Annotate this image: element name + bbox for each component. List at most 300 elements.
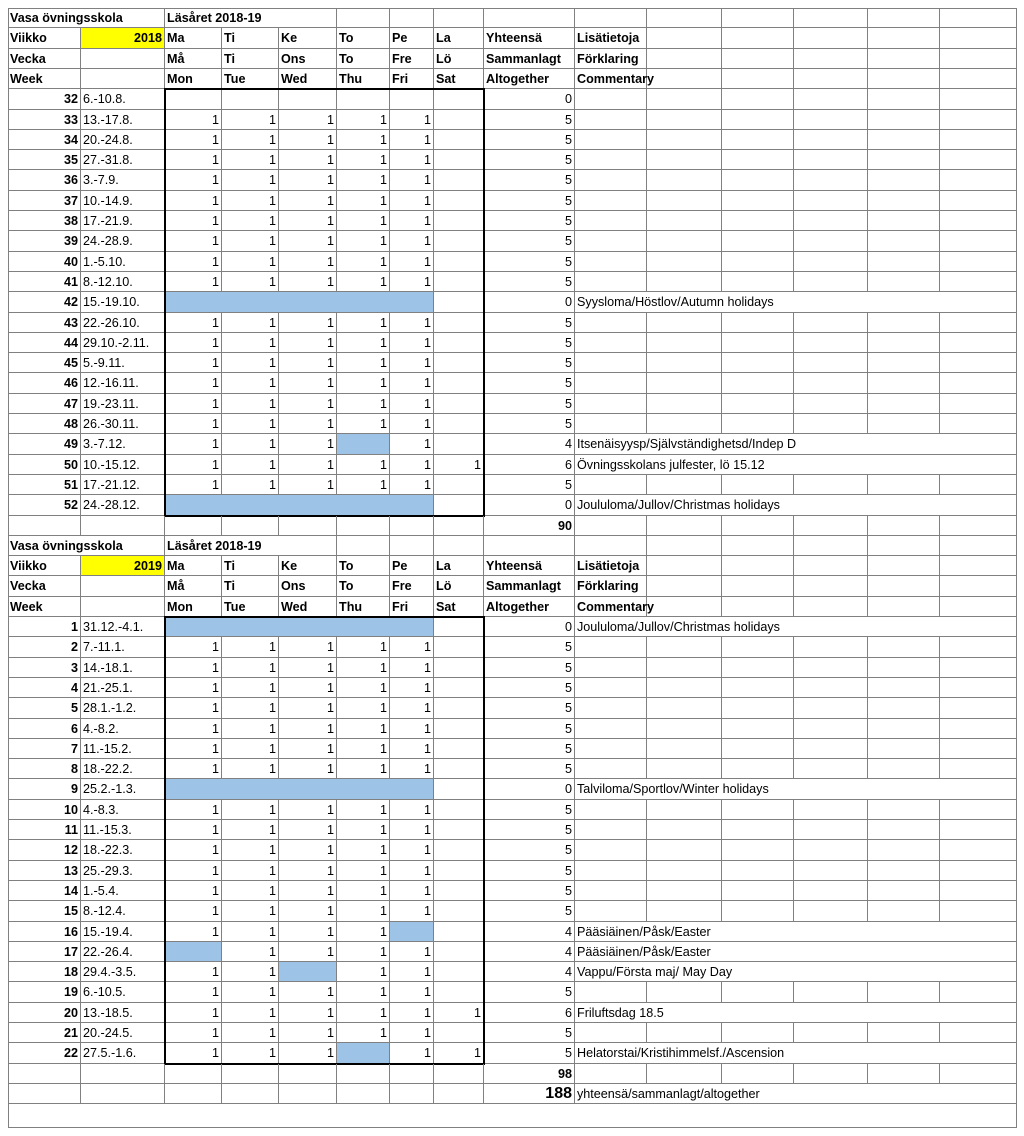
day-cell[interactable]: 1 bbox=[337, 170, 390, 191]
empty-cell[interactable] bbox=[575, 272, 647, 292]
day-cell[interactable] bbox=[434, 901, 484, 922]
day-cell[interactable] bbox=[434, 617, 484, 637]
empty-cell[interactable] bbox=[794, 739, 868, 759]
header-label[interactable]: Ons bbox=[279, 576, 337, 597]
day-cell[interactable]: 1 bbox=[279, 1023, 337, 1043]
empty-cell[interactable] bbox=[647, 272, 722, 292]
week-comment[interactable]: Talviloma/Sportlov/Winter holidays bbox=[575, 779, 1017, 800]
empty-cell[interactable] bbox=[940, 516, 1017, 536]
empty-cell[interactable] bbox=[81, 1084, 165, 1104]
week-total[interactable]: 5 bbox=[484, 719, 575, 739]
day-cell[interactable]: 1 bbox=[279, 231, 337, 252]
header-week-label[interactable]: Vecka bbox=[8, 49, 81, 69]
header-label[interactable]: Må bbox=[165, 49, 222, 69]
empty-cell[interactable] bbox=[940, 475, 1017, 495]
empty-cell[interactable] bbox=[794, 658, 868, 678]
header-label[interactable]: Yhteensä bbox=[484, 28, 575, 49]
empty-cell[interactable] bbox=[794, 353, 868, 373]
day-cell[interactable]: 1 bbox=[337, 333, 390, 353]
week-dates[interactable]: 20.-24.8. bbox=[81, 130, 165, 150]
header-week-label[interactable]: Viikko bbox=[8, 28, 81, 49]
day-cell[interactable]: 1 bbox=[279, 800, 337, 820]
day-cell[interactable]: 1 bbox=[222, 211, 279, 231]
header-label[interactable]: To bbox=[337, 576, 390, 597]
empty-cell[interactable] bbox=[575, 800, 647, 820]
empty-cell[interactable] bbox=[940, 353, 1017, 373]
empty-cell[interactable] bbox=[647, 130, 722, 150]
empty-cell[interactable] bbox=[575, 191, 647, 211]
day-cell[interactable]: 1 bbox=[279, 313, 337, 333]
empty-cell[interactable] bbox=[575, 231, 647, 252]
day-cell[interactable]: 1 bbox=[165, 1003, 222, 1023]
week-dates[interactable]: 24.-28.9. bbox=[81, 231, 165, 252]
empty-cell[interactable] bbox=[575, 637, 647, 658]
empty-cell[interactable] bbox=[794, 1064, 868, 1084]
day-cell[interactable]: 1 bbox=[337, 637, 390, 658]
empty-cell[interactable] bbox=[722, 150, 794, 170]
week-dates[interactable]: 22.-26.4. bbox=[81, 942, 165, 962]
empty-cell[interactable] bbox=[940, 394, 1017, 414]
day-cell[interactable]: 1 bbox=[337, 373, 390, 394]
empty-cell[interactable] bbox=[868, 881, 940, 901]
empty-cell[interactable] bbox=[722, 637, 794, 658]
empty-cell[interactable] bbox=[794, 394, 868, 414]
day-cell[interactable]: 1 bbox=[222, 922, 279, 942]
empty-cell[interactable] bbox=[794, 414, 868, 434]
empty-cell[interactable] bbox=[8, 516, 81, 536]
day-cell[interactable]: 1 bbox=[390, 150, 434, 170]
day-cell[interactable]: 1 bbox=[165, 962, 222, 982]
empty-cell[interactable] bbox=[794, 637, 868, 658]
day-cell[interactable]: 1 bbox=[165, 901, 222, 922]
empty-cell[interactable] bbox=[81, 576, 165, 597]
week-comment[interactable]: Helatorstai/Kristihimmelsf./Ascension bbox=[575, 1043, 1017, 1064]
day-cell[interactable]: 1 bbox=[222, 333, 279, 353]
week-dates[interactable]: 7.-11.1. bbox=[81, 637, 165, 658]
week-number[interactable]: 37 bbox=[8, 191, 81, 211]
empty-cell[interactable] bbox=[940, 719, 1017, 739]
day-cell[interactable]: 1 bbox=[222, 252, 279, 272]
empty-cell[interactable] bbox=[940, 658, 1017, 678]
week-total[interactable]: 5 bbox=[484, 272, 575, 292]
empty-cell[interactable] bbox=[868, 800, 940, 820]
grand-total[interactable]: 188 bbox=[484, 1084, 575, 1104]
week-dates[interactable]: 10.-14.9. bbox=[81, 191, 165, 211]
week-number[interactable]: 44 bbox=[8, 333, 81, 353]
empty-cell[interactable] bbox=[868, 739, 940, 759]
empty-cell[interactable] bbox=[647, 759, 722, 779]
day-cell[interactable]: 1 bbox=[165, 698, 222, 719]
empty-cell[interactable] bbox=[868, 556, 940, 576]
empty-cell[interactable] bbox=[868, 1064, 940, 1084]
day-cell[interactable]: 1 bbox=[390, 698, 434, 719]
day-cell[interactable] bbox=[434, 739, 484, 759]
empty-cell[interactable] bbox=[575, 861, 647, 881]
empty-cell[interactable] bbox=[794, 313, 868, 333]
week-total[interactable]: 5 bbox=[484, 698, 575, 719]
day-cell[interactable]: 1 bbox=[279, 150, 337, 170]
day-cell[interactable]: 1 bbox=[337, 191, 390, 211]
day-cell[interactable]: 1 bbox=[337, 1003, 390, 1023]
week-total[interactable]: 5 bbox=[484, 191, 575, 211]
empty-cell[interactable] bbox=[575, 739, 647, 759]
week-total[interactable]: 5 bbox=[484, 170, 575, 191]
day-cell[interactable]: 1 bbox=[279, 840, 337, 861]
holiday-block[interactable] bbox=[165, 292, 434, 313]
day-cell[interactable]: 1 bbox=[222, 698, 279, 719]
day-cell[interactable]: 1 bbox=[337, 130, 390, 150]
header-label[interactable]: Yhteensä bbox=[484, 556, 575, 576]
week-number[interactable]: 39 bbox=[8, 231, 81, 252]
week-comment[interactable]: Friluftsdag 18.5 bbox=[575, 1003, 1017, 1023]
day-cell[interactable]: 1 bbox=[222, 982, 279, 1003]
day-cell[interactable]: 1 bbox=[390, 313, 434, 333]
day-cell[interactable]: 1 bbox=[165, 739, 222, 759]
header-label[interactable]: Må bbox=[165, 576, 222, 597]
empty-cell[interactable] bbox=[647, 231, 722, 252]
week-dates[interactable]: 3.-7.12. bbox=[81, 434, 165, 455]
empty-cell[interactable] bbox=[794, 800, 868, 820]
header-label[interactable]: To bbox=[337, 556, 390, 576]
day-cell[interactable] bbox=[434, 820, 484, 840]
empty-cell[interactable] bbox=[647, 252, 722, 272]
day-cell[interactable]: 1 bbox=[222, 130, 279, 150]
empty-cell[interactable] bbox=[722, 394, 794, 414]
empty-cell[interactable] bbox=[722, 820, 794, 840]
day-cell[interactable]: 1 bbox=[390, 110, 434, 130]
day-cell[interactable]: 1 bbox=[222, 1023, 279, 1043]
week-total[interactable]: 4 bbox=[484, 942, 575, 962]
empty-cell[interactable] bbox=[794, 982, 868, 1003]
week-number[interactable]: 18 bbox=[8, 962, 81, 982]
day-cell[interactable]: 1 bbox=[222, 191, 279, 211]
empty-cell[interactable] bbox=[337, 516, 390, 536]
week-number[interactable]: 42 bbox=[8, 292, 81, 313]
day-cell[interactable]: 1 bbox=[390, 434, 434, 455]
day-cell[interactable]: 1 bbox=[390, 191, 434, 211]
day-cell[interactable]: 1 bbox=[222, 394, 279, 414]
day-cell[interactable]: 1 bbox=[165, 861, 222, 881]
empty-cell[interactable] bbox=[940, 231, 1017, 252]
empty-cell[interactable] bbox=[794, 840, 868, 861]
day-cell[interactable]: 1 bbox=[165, 658, 222, 678]
day-cell[interactable]: 1 bbox=[337, 353, 390, 373]
empty-cell[interactable] bbox=[940, 89, 1017, 110]
empty-cell[interactable] bbox=[868, 333, 940, 353]
empty-cell[interactable] bbox=[647, 89, 722, 110]
day-cell[interactable]: 1 bbox=[390, 1003, 434, 1023]
empty-cell[interactable] bbox=[575, 759, 647, 779]
week-dates[interactable]: 17.-21.12. bbox=[81, 475, 165, 495]
empty-cell[interactable] bbox=[722, 313, 794, 333]
empty-cell[interactable] bbox=[940, 576, 1017, 597]
empty-cell[interactable] bbox=[940, 1064, 1017, 1084]
day-cell[interactable] bbox=[434, 110, 484, 130]
week-dates[interactable]: 14.-18.1. bbox=[81, 658, 165, 678]
empty-cell[interactable] bbox=[647, 333, 722, 353]
header-label[interactable]: Fri bbox=[390, 69, 434, 89]
empty-cell[interactable] bbox=[575, 130, 647, 150]
day-cell[interactable]: 1 bbox=[390, 637, 434, 658]
week-number[interactable]: 11 bbox=[8, 820, 81, 840]
day-cell[interactable]: 1 bbox=[165, 211, 222, 231]
day-cell[interactable] bbox=[337, 89, 390, 110]
empty-cell[interactable] bbox=[722, 719, 794, 739]
header-label[interactable]: Sammanlagt bbox=[484, 576, 575, 597]
empty-cell[interactable] bbox=[868, 49, 940, 69]
empty-cell[interactable] bbox=[722, 28, 794, 49]
week-total[interactable]: 5 bbox=[484, 881, 575, 901]
day-cell[interactable] bbox=[434, 313, 484, 333]
empty-cell[interactable] bbox=[868, 698, 940, 719]
day-cell[interactable]: 1 bbox=[390, 333, 434, 353]
grand-total-label[interactable]: yhteensä/sammanlagt/altogether bbox=[575, 1084, 1017, 1104]
week-dates[interactable]: 21.-25.1. bbox=[81, 678, 165, 698]
week-comment[interactable]: Vappu/Första maj/ May Day bbox=[575, 962, 1017, 982]
header-label[interactable]: Wed bbox=[279, 69, 337, 89]
day-cell[interactable]: 1 bbox=[279, 1043, 337, 1064]
empty-cell[interactable] bbox=[794, 49, 868, 69]
empty-cell[interactable] bbox=[868, 576, 940, 597]
empty-cell[interactable] bbox=[575, 373, 647, 394]
week-dates[interactable]: 28.1.-1.2. bbox=[81, 698, 165, 719]
week-total[interactable]: 5 bbox=[484, 211, 575, 231]
header-week-label[interactable]: Viikko bbox=[8, 556, 81, 576]
week-total[interactable]: 5 bbox=[484, 414, 575, 434]
day-cell[interactable] bbox=[434, 89, 484, 110]
header-label[interactable]: Pe bbox=[390, 28, 434, 49]
empty-cell[interactable] bbox=[575, 840, 647, 861]
header-label[interactable]: Thu bbox=[337, 597, 390, 617]
day-cell[interactable] bbox=[434, 861, 484, 881]
empty-cell[interactable] bbox=[940, 28, 1017, 49]
header-label[interactable]: La bbox=[434, 556, 484, 576]
empty-cell[interactable] bbox=[940, 170, 1017, 191]
empty-cell[interactable] bbox=[722, 881, 794, 901]
empty-cell[interactable] bbox=[222, 1064, 279, 1084]
day-cell[interactable]: 1 bbox=[222, 739, 279, 759]
day-cell[interactable]: 1 bbox=[165, 272, 222, 292]
day-off-cell[interactable] bbox=[279, 962, 337, 982]
empty-cell[interactable] bbox=[940, 130, 1017, 150]
header-week-label[interactable]: Vecka bbox=[8, 576, 81, 597]
week-total[interactable]: 5 bbox=[484, 313, 575, 333]
header-label[interactable]: Sat bbox=[434, 69, 484, 89]
day-cell[interactable] bbox=[222, 89, 279, 110]
empty-cell[interactable] bbox=[794, 719, 868, 739]
school-year[interactable]: Läsåret 2018-19 bbox=[165, 536, 337, 556]
header-week-label[interactable]: Week bbox=[8, 69, 81, 89]
day-cell[interactable]: 1 bbox=[165, 231, 222, 252]
week-dates[interactable]: 5.-9.11. bbox=[81, 353, 165, 373]
day-cell[interactable] bbox=[434, 333, 484, 353]
week-total[interactable]: 0 bbox=[484, 292, 575, 313]
day-cell[interactable] bbox=[434, 170, 484, 191]
empty-cell[interactable] bbox=[940, 597, 1017, 617]
day-cell[interactable]: 1 bbox=[279, 678, 337, 698]
day-cell[interactable]: 1 bbox=[279, 820, 337, 840]
empty-cell[interactable] bbox=[8, 1064, 81, 1084]
week-total[interactable]: 5 bbox=[484, 982, 575, 1003]
empty-cell[interactable] bbox=[794, 861, 868, 881]
week-number[interactable]: 1 bbox=[8, 617, 81, 637]
week-total[interactable]: 5 bbox=[484, 231, 575, 252]
empty-cell[interactable] bbox=[868, 759, 940, 779]
empty-cell[interactable] bbox=[868, 110, 940, 130]
empty-cell[interactable] bbox=[222, 516, 279, 536]
empty-cell[interactable] bbox=[647, 881, 722, 901]
empty-cell[interactable] bbox=[575, 8, 647, 28]
header-label[interactable]: Mon bbox=[165, 69, 222, 89]
holiday-block[interactable] bbox=[165, 617, 434, 637]
empty-cell[interactable] bbox=[575, 170, 647, 191]
header-label[interactable]: Ons bbox=[279, 49, 337, 69]
day-cell[interactable]: 1 bbox=[222, 110, 279, 130]
day-cell[interactable]: 1 bbox=[337, 901, 390, 922]
empty-cell[interactable] bbox=[647, 373, 722, 394]
day-cell[interactable]: 1 bbox=[165, 800, 222, 820]
week-dates[interactable]: 25.-29.3. bbox=[81, 861, 165, 881]
empty-cell[interactable] bbox=[647, 69, 722, 89]
header-label[interactable]: Ti bbox=[222, 49, 279, 69]
header-label[interactable]: Lisätietoja bbox=[575, 28, 647, 49]
day-cell[interactable] bbox=[434, 150, 484, 170]
week-total[interactable]: 5 bbox=[484, 475, 575, 495]
day-cell[interactable]: 1 bbox=[222, 353, 279, 373]
header-label[interactable]: To bbox=[337, 28, 390, 49]
day-cell[interactable]: 1 bbox=[279, 881, 337, 901]
day-cell[interactable]: 1 bbox=[222, 313, 279, 333]
day-cell[interactable]: 1 bbox=[279, 272, 337, 292]
empty-cell[interactable] bbox=[575, 1023, 647, 1043]
day-cell[interactable]: 1 bbox=[279, 861, 337, 881]
empty-cell[interactable] bbox=[390, 516, 434, 536]
day-cell[interactable]: 1 bbox=[279, 637, 337, 658]
day-cell[interactable]: 1 bbox=[279, 658, 337, 678]
day-cell[interactable]: 1 bbox=[222, 1043, 279, 1064]
day-cell[interactable]: 1 bbox=[337, 211, 390, 231]
empty-cell[interactable] bbox=[868, 536, 940, 556]
empty-cell[interactable] bbox=[647, 901, 722, 922]
day-cell[interactable] bbox=[434, 434, 484, 455]
day-cell[interactable] bbox=[434, 475, 484, 495]
empty-cell[interactable] bbox=[722, 861, 794, 881]
week-total[interactable]: 5 bbox=[484, 373, 575, 394]
day-cell[interactable]: 1 bbox=[279, 191, 337, 211]
week-dates[interactable]: 18.-22.2. bbox=[81, 759, 165, 779]
day-cell[interactable]: 1 bbox=[337, 840, 390, 861]
day-cell[interactable]: 1 bbox=[279, 414, 337, 434]
empty-cell[interactable] bbox=[722, 658, 794, 678]
day-cell[interactable]: 1 bbox=[165, 170, 222, 191]
empty-cell[interactable] bbox=[940, 49, 1017, 69]
empty-cell[interactable] bbox=[868, 678, 940, 698]
empty-cell[interactable] bbox=[647, 28, 722, 49]
day-cell[interactable]: 1 bbox=[222, 840, 279, 861]
week-number[interactable]: 33 bbox=[8, 110, 81, 130]
day-cell[interactable]: 1 bbox=[337, 231, 390, 252]
empty-cell[interactable] bbox=[794, 110, 868, 130]
day-cell[interactable]: 1 bbox=[390, 373, 434, 394]
empty-cell[interactable] bbox=[722, 901, 794, 922]
empty-cell[interactable] bbox=[575, 678, 647, 698]
week-total[interactable]: 5 bbox=[484, 150, 575, 170]
day-cell[interactable]: 1 bbox=[222, 861, 279, 881]
empty-cell[interactable] bbox=[940, 313, 1017, 333]
empty-cell[interactable] bbox=[868, 840, 940, 861]
week-total[interactable]: 4 bbox=[484, 434, 575, 455]
empty-cell[interactable] bbox=[868, 252, 940, 272]
day-cell[interactable]: 1 bbox=[279, 373, 337, 394]
empty-cell[interactable] bbox=[868, 130, 940, 150]
empty-cell[interactable] bbox=[279, 516, 337, 536]
day-cell[interactable]: 1 bbox=[165, 252, 222, 272]
week-dates[interactable]: 13.-17.8. bbox=[81, 110, 165, 130]
day-cell[interactable]: 1 bbox=[165, 1023, 222, 1043]
week-total[interactable]: 0 bbox=[484, 495, 575, 516]
header-label[interactable]: Förklaring bbox=[575, 576, 647, 597]
empty-cell[interactable] bbox=[81, 516, 165, 536]
day-cell[interactable]: 1 bbox=[390, 820, 434, 840]
empty-cell[interactable] bbox=[868, 373, 940, 394]
week-number[interactable]: 38 bbox=[8, 211, 81, 231]
week-number[interactable]: 16 bbox=[8, 922, 81, 942]
empty-cell[interactable] bbox=[794, 252, 868, 272]
day-cell[interactable]: 1 bbox=[337, 313, 390, 333]
empty-cell[interactable] bbox=[575, 1064, 647, 1084]
day-cell[interactable]: 1 bbox=[222, 272, 279, 292]
day-cell[interactable]: 1 bbox=[165, 373, 222, 394]
week-number[interactable]: 6 bbox=[8, 719, 81, 739]
day-off-cell[interactable] bbox=[337, 434, 390, 455]
week-number[interactable]: 35 bbox=[8, 150, 81, 170]
empty-cell[interactable] bbox=[434, 8, 484, 28]
empty-cell[interactable] bbox=[868, 414, 940, 434]
empty-cell[interactable] bbox=[575, 820, 647, 840]
day-cell[interactable]: 1 bbox=[279, 170, 337, 191]
empty-cell[interactable] bbox=[337, 536, 390, 556]
empty-cell[interactable] bbox=[722, 130, 794, 150]
day-cell[interactable]: 1 bbox=[279, 211, 337, 231]
week-total[interactable]: 0 bbox=[484, 617, 575, 637]
day-cell[interactable] bbox=[279, 89, 337, 110]
week-number[interactable]: 22 bbox=[8, 1043, 81, 1064]
empty-cell[interactable] bbox=[940, 901, 1017, 922]
header-label[interactable]: Commentary bbox=[575, 597, 647, 617]
day-cell[interactable]: 1 bbox=[337, 861, 390, 881]
empty-cell[interactable] bbox=[794, 820, 868, 840]
week-number[interactable]: 50 bbox=[8, 455, 81, 475]
empty-cell[interactable] bbox=[722, 597, 794, 617]
empty-cell[interactable] bbox=[940, 637, 1017, 658]
week-dates[interactable]: 15.-19.4. bbox=[81, 922, 165, 942]
school-name[interactable]: Vasa övningsskola bbox=[8, 8, 165, 28]
day-cell[interactable]: 1 bbox=[390, 272, 434, 292]
day-cell[interactable]: 1 bbox=[222, 942, 279, 962]
empty-cell[interactable] bbox=[647, 678, 722, 698]
empty-cell[interactable] bbox=[794, 170, 868, 191]
week-dates[interactable]: 6.-10.8. bbox=[81, 89, 165, 110]
empty-cell[interactable] bbox=[434, 536, 484, 556]
day-cell[interactable]: 1 bbox=[165, 719, 222, 739]
day-cell[interactable] bbox=[434, 800, 484, 820]
day-cell[interactable] bbox=[434, 678, 484, 698]
day-cell[interactable]: 1 bbox=[434, 1043, 484, 1064]
day-cell[interactable]: 1 bbox=[390, 840, 434, 861]
empty-cell[interactable] bbox=[722, 475, 794, 495]
week-dates[interactable]: 25.2.-1.3. bbox=[81, 779, 165, 800]
day-cell[interactable]: 1 bbox=[337, 800, 390, 820]
